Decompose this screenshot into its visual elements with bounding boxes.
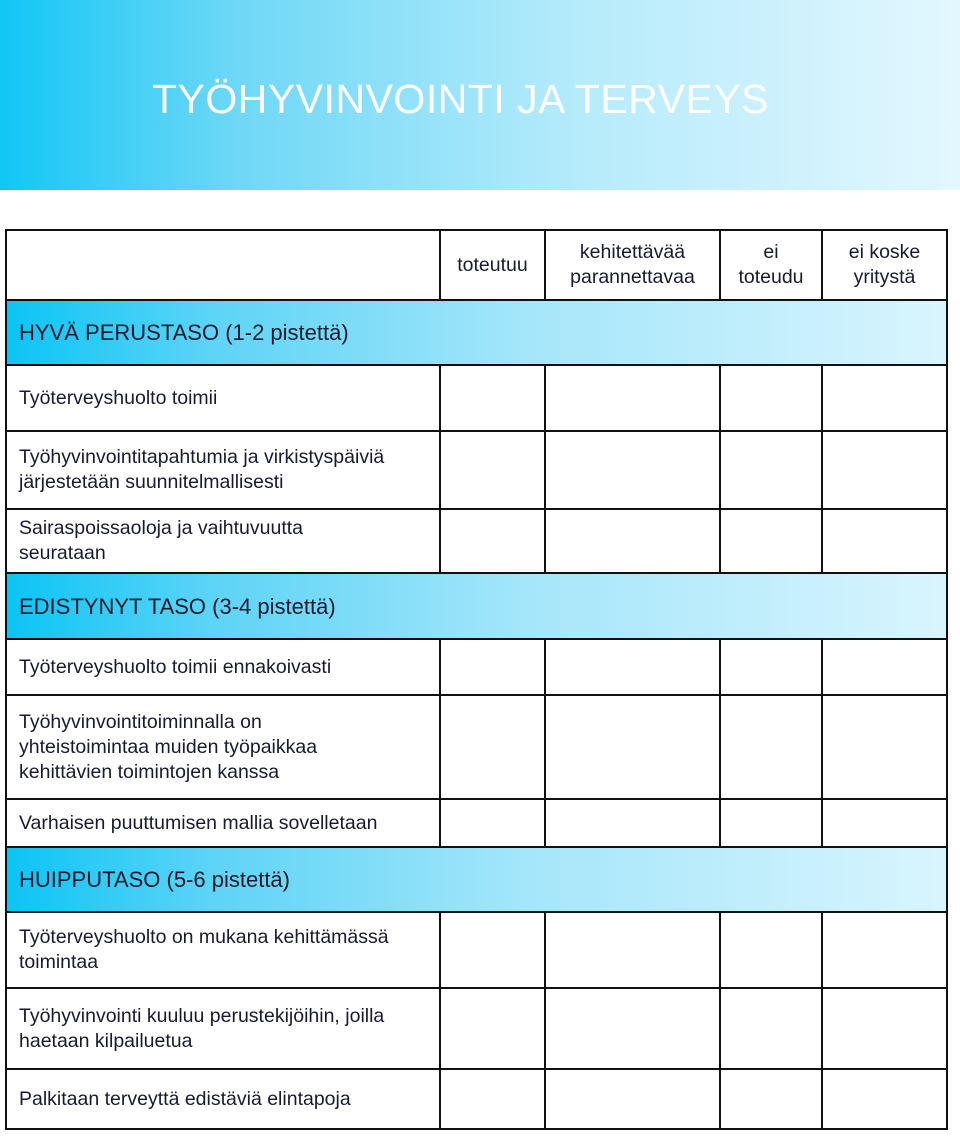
header-blank-cell	[6, 230, 440, 300]
checkbox-cell-ei-toteudu[interactable]	[720, 799, 822, 847]
checkbox-cell-ei-koske[interactable]	[822, 639, 947, 695]
page-title: TYÖHYVINVOINTI JA TERVEYS	[152, 76, 770, 122]
checkbox-cell-toteutuu[interactable]	[440, 912, 545, 988]
checkbox-cell-ei-koske[interactable]	[822, 988, 947, 1069]
checkbox-cell-ei-koske[interactable]	[822, 365, 947, 431]
item-row	[6, 988, 947, 1069]
item-label: Työhyvinvointi kuuluu perustekijöihin, joilla haetaan kilpailuetua	[6, 988, 440, 1069]
checkbox-cell-kehitettavaa[interactable]	[545, 639, 720, 695]
checkbox-cell-ei-toteudu[interactable]	[720, 431, 822, 509]
checkbox-cell-toteutuu[interactable]	[440, 639, 545, 695]
title-banner	[0, 0, 960, 190]
item-label: Sairaspoissaoloja ja vaihtuvuutta seurataan	[6, 509, 440, 573]
checkbox-cell-ei-koske[interactable]	[822, 509, 947, 573]
checkbox-cell-ei-toteudu[interactable]	[720, 912, 822, 988]
checkbox-cell-kehitettavaa[interactable]	[545, 695, 720, 799]
checkbox-cell-kehitettavaa[interactable]	[545, 799, 720, 847]
checkbox-cell-ei-koske[interactable]	[822, 799, 947, 847]
column-header-ei-koske: ei koske yritystä	[822, 230, 947, 300]
checkbox-cell-toteutuu[interactable]	[440, 431, 545, 509]
item-label: Varhaisen puuttumisen mallia sovelletaan	[6, 799, 440, 847]
section-heading: HUIPPUTASO (5-6 pistettä)	[6, 847, 947, 912]
item-row	[6, 695, 947, 799]
checkbox-cell-kehitettavaa[interactable]	[545, 509, 720, 573]
item-label: Työterveyshuolto toimii	[6, 365, 440, 431]
checkbox-cell-ei-koske[interactable]	[822, 1069, 947, 1129]
checkbox-cell-kehitettavaa[interactable]	[545, 365, 720, 431]
checkbox-cell-ei-koske[interactable]	[822, 695, 947, 799]
checkbox-cell-kehitettavaa[interactable]	[545, 988, 720, 1069]
checkbox-cell-toteutuu[interactable]	[440, 988, 545, 1069]
checkbox-cell-ei-toteudu[interactable]	[720, 509, 822, 573]
section-row	[6, 300, 947, 365]
header-row	[6, 230, 947, 300]
item-row	[6, 509, 947, 573]
item-label: Työhyvinvointitapahtumia ja virkistyspäiviä järjestetään suunnitelmallisesti	[6, 431, 440, 509]
column-header-kehitettavaa: kehitettävää parannettavaa	[545, 230, 720, 300]
checkbox-cell-ei-koske[interactable]	[822, 912, 947, 988]
checkbox-cell-ei-toteudu[interactable]	[720, 1069, 822, 1129]
item-label: Työterveyshuolto toimii ennakoivasti	[6, 639, 440, 695]
checkbox-cell-toteutuu[interactable]	[440, 695, 545, 799]
checkbox-cell-kehitettavaa[interactable]	[545, 912, 720, 988]
item-row	[6, 365, 947, 431]
checkbox-cell-ei-toteudu[interactable]	[720, 988, 822, 1069]
checkbox-cell-ei-toteudu[interactable]	[720, 639, 822, 695]
checkbox-cell-ei-toteudu[interactable]	[720, 365, 822, 431]
section-heading: EDISTYNYT TASO (3-4 pistettä)	[6, 573, 947, 639]
item-label: Työhyvinvointitoiminnalla on yhteistoimintaa muiden työpaikkaa kehittävien toimintojen kanssa	[6, 695, 440, 799]
section-heading: HYVÄ PERUSTASO (1-2 pistettä)	[6, 300, 947, 365]
section-row	[6, 847, 947, 912]
column-header-toteutuu: toteutuu	[440, 230, 545, 300]
checkbox-cell-kehitettavaa[interactable]	[545, 431, 720, 509]
checkbox-cell-toteutuu[interactable]	[440, 1069, 545, 1129]
checkbox-cell-toteutuu[interactable]	[440, 509, 545, 573]
item-label: Työterveyshuolto on mukana kehittämässä toimintaa	[6, 912, 440, 988]
item-label: Palkitaan terveyttä edistäviä elintapoja	[6, 1069, 440, 1129]
item-row	[6, 431, 947, 509]
section-row	[6, 573, 947, 639]
checklist-table	[5, 229, 948, 1130]
item-row	[6, 1069, 947, 1129]
checkbox-cell-toteutuu[interactable]	[440, 799, 545, 847]
checkbox-cell-kehitettavaa[interactable]	[545, 1069, 720, 1129]
item-row	[6, 799, 947, 847]
item-row	[6, 639, 947, 695]
checkbox-cell-toteutuu[interactable]	[440, 365, 545, 431]
checkbox-cell-ei-koske[interactable]	[822, 431, 947, 509]
item-row	[6, 912, 947, 988]
checkbox-cell-ei-toteudu[interactable]	[720, 695, 822, 799]
column-header-ei-toteudu: ei toteudu	[720, 230, 822, 300]
